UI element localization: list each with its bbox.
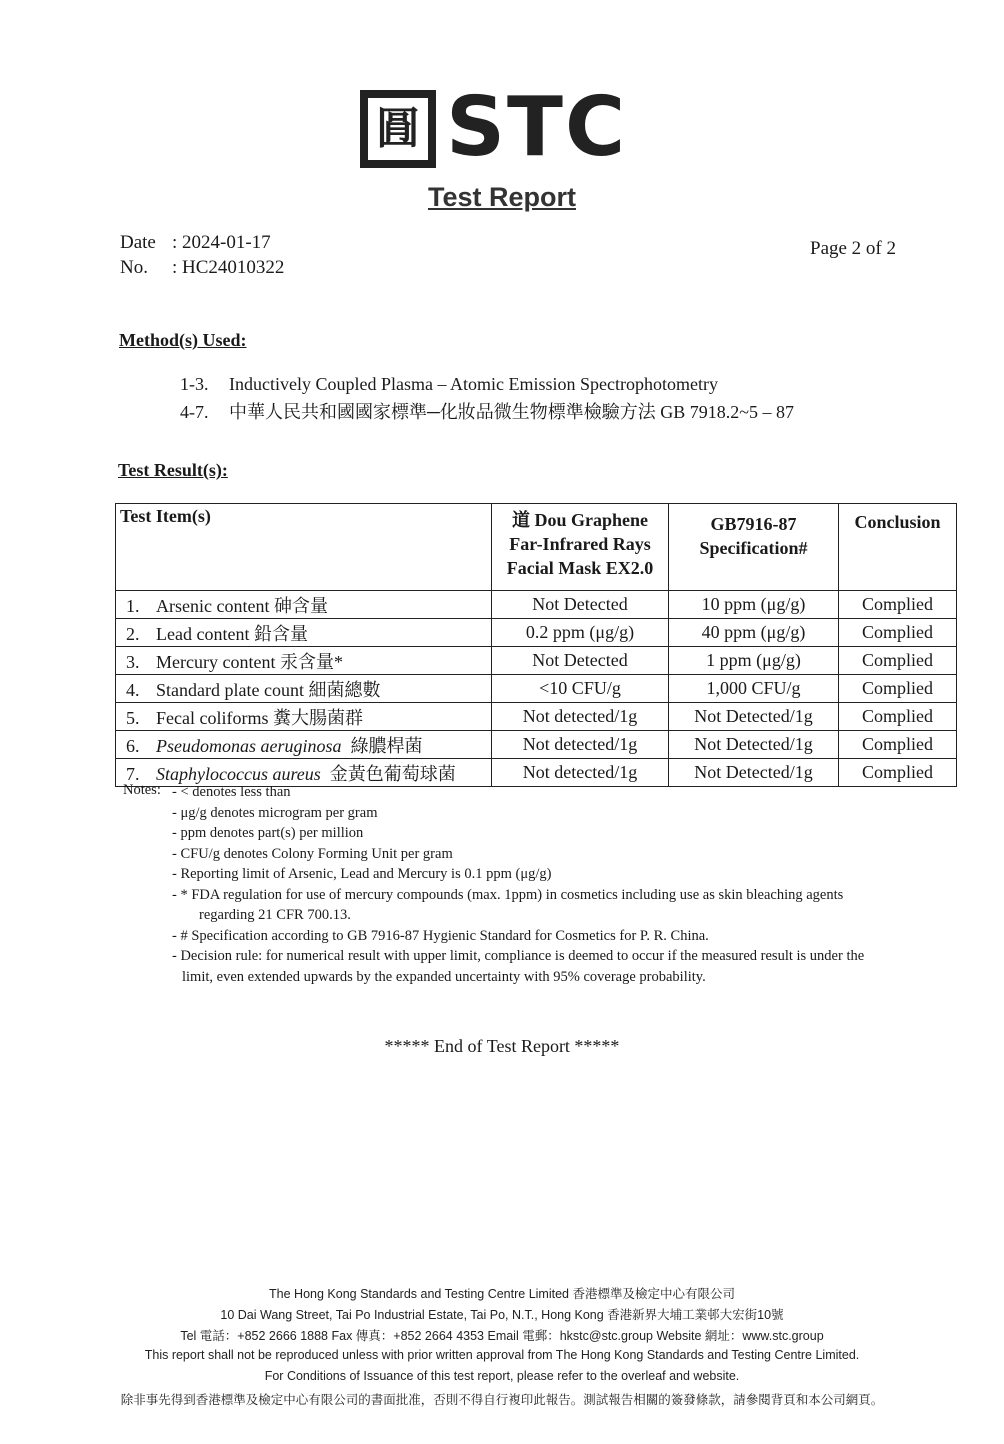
conclusion-cell: Complied xyxy=(839,675,957,703)
spec-cell: Not Detected/1g xyxy=(669,731,839,759)
header-sample-line: 道 Dou Graphene xyxy=(511,510,648,530)
footer-company: The Hong Kong Standards and Testing Centre Limited 香港標準及檢定中心有限公司 xyxy=(269,1287,735,1301)
item-name-chinese: 金黃色葡萄球菌 xyxy=(329,763,456,784)
spec-cell: Not Detected/1g xyxy=(669,759,839,787)
note-line: - μg/g denotes microgram per gram xyxy=(172,804,378,821)
date-value: : 2024-01-17 xyxy=(172,232,271,253)
item-number: 6. xyxy=(126,735,140,756)
method-text: Inductively Coupled Plasma – Atomic Emission Spectrophotometry xyxy=(229,374,718,394)
note-line: - < denotes less than xyxy=(172,784,291,800)
item-number: 2. xyxy=(126,623,140,644)
methods-heading: Method(s) Used: xyxy=(119,330,247,350)
item-number: 1. xyxy=(126,595,140,616)
method-item xyxy=(180,374,718,395)
table-row xyxy=(116,591,957,619)
item-name: Arsenic content 砷含量 xyxy=(156,595,328,616)
stc-logo-mark xyxy=(360,90,436,168)
test-item-cell xyxy=(116,675,492,703)
end-of-report: ***** End of Test Report ***** xyxy=(384,1036,620,1056)
spec-cell: 1,000 CFU/g xyxy=(669,675,839,703)
result-cell: 0.2 ppm (μg/g) xyxy=(492,619,669,647)
logo-glyph: 㘣 xyxy=(376,103,420,154)
header-sample-line: Facial Mask EX2.0 xyxy=(506,558,654,578)
result-cell: <10 CFU/g xyxy=(492,675,669,703)
table-row xyxy=(116,647,957,675)
item-name: Standard plate count 細菌總數 xyxy=(156,679,381,700)
item-name-chinese: 綠膿桿菌 xyxy=(350,735,423,756)
report-title: Test Report xyxy=(427,182,576,212)
number-label: No. xyxy=(120,257,148,278)
note-line: - * FDA regulation for use of mercury compounds (max. 1ppm) in cosmetics including use as skin bleaching agents xyxy=(172,886,844,903)
spec-cell: 10 ppm (μg/g) xyxy=(669,591,839,619)
header-spec-line: Specification# xyxy=(699,538,808,558)
logo-wordmark: STC xyxy=(446,80,628,175)
conclusion-cell: Complied xyxy=(839,647,957,675)
method-text: 中華人民共和國國家標準─化妝品微生物標準檢驗方法 GB 7918.2~5 – 87 xyxy=(229,402,794,422)
page-number: Page 2 of 2 xyxy=(810,238,897,259)
test-item-cell xyxy=(116,619,492,647)
results-heading: Test Result(s): xyxy=(118,460,228,480)
footer-disclaimer: This report shall not be reproduced unless with prior written approval from The Hong Kong Standards and Testing Centre Limited. xyxy=(144,1348,860,1362)
table-row xyxy=(116,703,957,731)
note-line: - ppm denotes part(s) per million xyxy=(172,825,364,841)
table-header-row xyxy=(116,504,957,591)
conclusion-cell: Complied xyxy=(839,703,957,731)
result-cell: Not detected/1g xyxy=(492,731,669,759)
header-spec-line: GB7916-87 xyxy=(710,514,797,534)
item-number: 5. xyxy=(126,707,140,728)
result-cell: Not detected/1g xyxy=(492,759,669,787)
method-number: 4-7. xyxy=(180,402,209,422)
stc-logo xyxy=(360,80,652,175)
result-cell: Not Detected xyxy=(492,591,669,619)
header-sample-line: Far-Infrared Rays xyxy=(509,534,651,554)
method-number: 1-3. xyxy=(180,374,209,394)
note-line: regarding 21 CFR 700.13. xyxy=(199,907,351,923)
footer-conditions: For Conditions of Issuance of this test report, please refer to the overleaf and website. xyxy=(264,1369,740,1383)
conclusion-cell: Complied xyxy=(839,759,957,787)
item-name-latin: Staphylococcus aureus xyxy=(156,763,321,784)
result-cell: Not Detected xyxy=(492,647,669,675)
note-line: - Reporting limit of Arsenic, Lead and Mercury is 0.1 ppm (μg/g) xyxy=(172,866,552,882)
number-row xyxy=(120,255,284,280)
test-item-cell xyxy=(116,647,492,675)
header-specification xyxy=(669,504,839,591)
item-name-latin: Pseudomonas aeruginosa xyxy=(156,735,342,756)
header-sample xyxy=(492,504,669,591)
report-meta xyxy=(120,230,284,280)
footer-address: 10 Dai Wang Street, Tai Po Industrial Estate, Tai Po, N.T., Hong Kong 香港新界大埔工業邨大宏街10號 xyxy=(220,1308,784,1322)
test-item-cell xyxy=(116,591,492,619)
header-test-item: Test Item(s) xyxy=(116,504,492,591)
footer-contact: Tel 電話：+852 2666 1888 Fax 傳真：+852 2664 4353 Email 電郵：hkstc@stc.group Website 網址：www.stc.group xyxy=(180,1329,824,1343)
conclusion-cell: Complied xyxy=(839,619,957,647)
note-line: - Decision rule: for numerical result with upper limit, compliance is deemed to occur if the measured result is under the xyxy=(172,948,865,964)
result-cell: Not detected/1g xyxy=(492,703,669,731)
notes-list xyxy=(172,782,917,987)
item-name: Fecal coliforms 糞大腸菌群 xyxy=(156,707,363,728)
item-name: Mercury content 汞含量* xyxy=(156,651,343,672)
notes-label: Notes: xyxy=(123,782,161,798)
note-line: - # Specification according to GB 7916-87 Hygienic Standard for Cosmetics for P. R. China. xyxy=(172,927,709,944)
date-row xyxy=(120,230,284,255)
item-number: 4. xyxy=(126,679,140,700)
header-conclusion: Conclusion xyxy=(839,504,957,591)
item-name: Lead content 鉛含量 xyxy=(156,623,308,644)
footer-disclaimer-chinese: 除非事先得到香港標準及檢定中心有限公司的書面批准，否則不得自行複印此報告。測試報告相關的簽發條款，請參閱背頁和本公司網頁。 xyxy=(120,1393,884,1407)
test-item-cell xyxy=(116,731,492,759)
table-row xyxy=(116,619,957,647)
spec-cell: Not Detected/1g xyxy=(669,703,839,731)
note-line: limit, even extended upwards by the expanded uncertainty with 95% coverage probability. xyxy=(182,968,706,985)
conclusion-cell: Complied xyxy=(839,591,957,619)
method-item xyxy=(180,398,794,424)
date-label: Date xyxy=(120,232,156,253)
conclusion-cell: Complied xyxy=(839,731,957,759)
table-row xyxy=(116,731,957,759)
spec-cell: 40 ppm (μg/g) xyxy=(669,619,839,647)
item-number: 3. xyxy=(126,651,140,672)
table-row xyxy=(116,675,957,703)
number-value: : HC24010322 xyxy=(172,257,285,278)
item-number: 7. xyxy=(126,763,140,784)
spec-cell: 1 ppm (μg/g) xyxy=(669,647,839,675)
results-table xyxy=(115,503,957,787)
test-item-cell xyxy=(116,703,492,731)
note-line: - CFU/g denotes Colony Forming Unit per gram xyxy=(172,845,453,862)
